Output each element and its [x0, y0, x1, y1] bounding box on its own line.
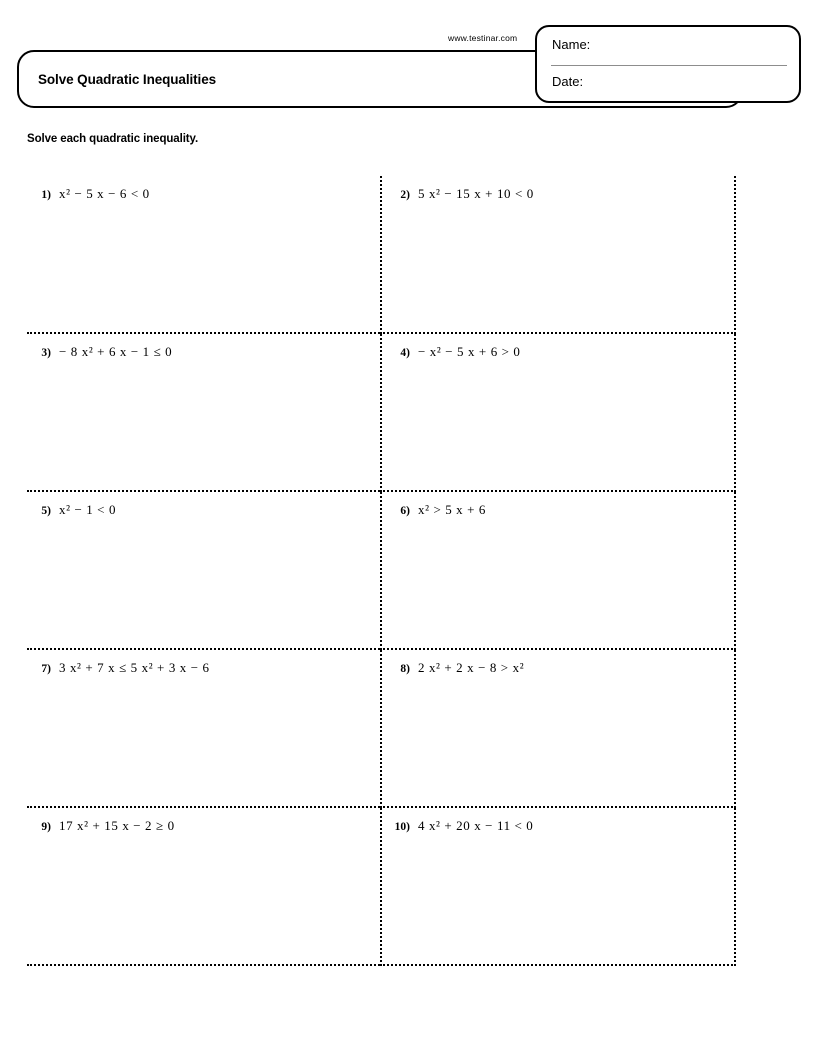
problem-item — [390, 660, 524, 676]
problem-number: 8) — [400, 663, 410, 675]
problem-expression: 5 x² − 15 x + 10 < 0 — [418, 186, 534, 201]
problem-number: 7) — [41, 663, 51, 675]
problem-expression: − x² − 5 x + 6 > 0 — [418, 344, 521, 359]
problem-grid — [27, 176, 736, 966]
problem-number: 1) — [41, 189, 51, 201]
name-date-divider — [551, 65, 787, 66]
problem-item — [390, 344, 521, 360]
problem-number: 6) — [400, 505, 410, 517]
problem-expression: x² > 5 x + 6 — [418, 502, 487, 517]
problem-item — [31, 186, 150, 202]
problem-cell — [380, 492, 736, 650]
name-date-capsule — [535, 25, 801, 103]
problem-cell — [27, 334, 380, 492]
problem-number: 10) — [394, 821, 410, 833]
problem-row — [27, 334, 736, 492]
problem-expression: 17 x² + 15 x − 2 ≥ 0 — [59, 818, 175, 833]
date-label: Date: — [552, 74, 584, 89]
site-url-watermark: www.testinar.com — [448, 33, 518, 43]
problem-cell — [380, 650, 736, 808]
problem-expression: 4 x² + 20 x − 11 < 0 — [418, 818, 534, 833]
problem-item — [390, 502, 486, 518]
problem-cell — [27, 176, 380, 334]
problem-row — [27, 650, 736, 808]
problem-expression: x² − 5 x − 6 < 0 — [59, 186, 150, 201]
problem-expression: 2 x² + 2 x − 8 > x² — [418, 660, 525, 675]
problem-row — [27, 176, 736, 334]
name-label: Name: — [552, 37, 591, 52]
problem-cell — [380, 176, 736, 334]
problem-item — [390, 186, 534, 202]
problem-cell — [27, 808, 380, 966]
problem-number: 3) — [41, 347, 51, 359]
worksheet-header — [0, 0, 816, 118]
problem-item — [31, 502, 116, 518]
problem-number: 2) — [400, 189, 410, 201]
problem-expression: 3 x² + 7 x ≤ 5 x² + 3 x − 6 — [59, 660, 210, 675]
page-title: Solve Quadratic Inequalities — [38, 72, 217, 87]
problem-cell — [380, 808, 736, 966]
problem-row — [27, 808, 736, 966]
problem-cell — [380, 334, 736, 492]
problem-expression: x² − 1 < 0 — [59, 502, 117, 517]
problem-cell — [27, 650, 380, 808]
instruction-text: Solve each quadratic inequality. — [27, 133, 199, 145]
problem-number: 5) — [41, 505, 51, 517]
problem-cell — [27, 492, 380, 650]
problem-item — [390, 818, 533, 834]
problem-expression: − 8 x² + 6 x − 1 ≤ 0 — [59, 344, 173, 359]
problem-row — [27, 492, 736, 650]
problem-item — [31, 660, 210, 676]
problem-item — [31, 818, 175, 834]
problem-number: 4) — [400, 347, 410, 359]
problem-item — [31, 344, 172, 360]
problem-number: 9) — [41, 821, 51, 833]
